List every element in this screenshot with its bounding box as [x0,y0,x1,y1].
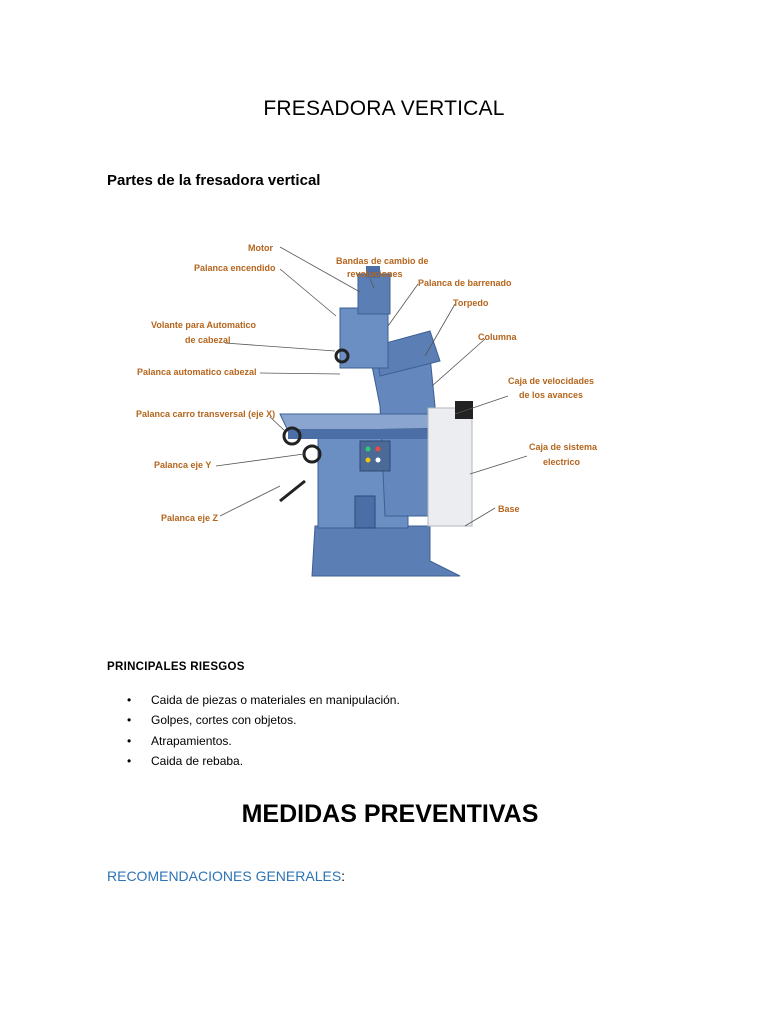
page-title: FRESADORA VERTICAL [263,97,505,120]
label-caja-velocidades-1: Caja de velocidades [508,376,595,386]
riesgos-list [127,690,400,771]
list-item [127,710,400,730]
recomendaciones-colon: : [341,868,346,884]
label-volante-2: de cabezal [185,335,231,345]
list-item-text: Caida de piezas o materiales en manipulación. [151,693,400,707]
medidas-heading: MEDIDAS PREVENTIVAS [241,800,539,828]
label-palanca-barrenado: Palanca de barrenado [418,278,512,288]
riesgos-heading: PRINCIPALES RIESGOS [107,661,245,673]
list-item [127,751,400,771]
recomendaciones-heading [107,868,345,884]
label-palanca-carro: Palanca carro transversal (eje X) [136,409,276,419]
label-palanca-z: Palanca eje Z [161,513,219,523]
list-item-text: Golpes, cortes con objetos. [151,713,297,728]
label-caja-velocidades-2: de los avances [519,390,584,400]
list-item-text: Caida de rebaba. [151,753,244,768]
label-base: Base [498,504,520,514]
label-torpedo: Torpedo [453,298,489,308]
label-columna: Columna [478,332,517,342]
list-item [127,731,400,751]
label-bandas-2: revoluciones [347,269,403,279]
label-caja-sistema-1: Caja de sistema [529,442,598,452]
milling-machine-diagram [130,236,620,581]
bullet-icon: • [127,753,132,768]
machine-illustration [280,266,473,576]
list-item [127,690,400,710]
label-volante-1: Volante para Automatico [151,320,257,330]
recomendaciones-text: RECOMENDACIONES GENERALES [107,868,342,884]
list-item-text: Atrapamientos. [151,733,232,748]
label-motor: Motor [248,243,273,253]
label-caja-sistema-2: electrico [543,457,581,467]
bullet-icon: • [127,713,132,728]
bullet-icon: • [127,693,132,707]
label-palanca-y: Palanca eje Y [154,460,212,470]
label-palanca-auto-cabezal: Palanca automatico cabezal [137,367,257,377]
milling-machine-svg [130,236,620,581]
section-subtitle: Partes de la fresadora vertical [107,172,321,189]
label-bandas-1: Bandas de cambio de [336,256,429,266]
label-palanca-encendido: Palanca encendido [194,263,276,273]
bullet-icon: • [127,733,132,748]
